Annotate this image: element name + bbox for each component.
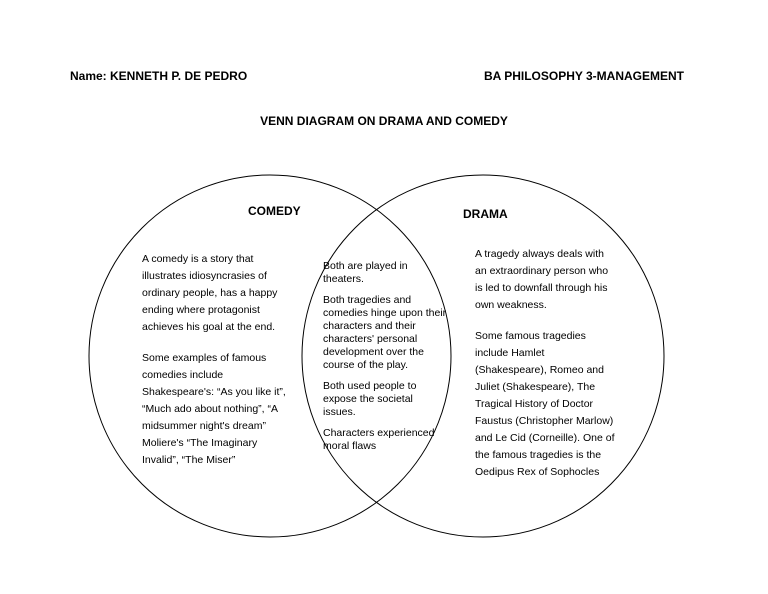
diagram-title: VENN DIAGRAM ON DRAMA AND COMEDY <box>260 114 508 128</box>
intersection-item: Both used people to expose the societal issues. <box>323 380 417 418</box>
comedy-label: COMEDY <box>248 204 301 218</box>
drama-column <box>475 246 615 481</box>
course-label: BA PHILOSOPHY 3-MANAGEMENT <box>483 69 684 83</box>
drama-definition: A tragedy always deals with an extraordinary person who is led to downfall through his own weakness. <box>475 248 609 311</box>
drama-label: DRAMA <box>463 207 508 221</box>
intersection-column <box>323 260 447 453</box>
student-name: Name: KENNETH P. DE PEDRO <box>70 69 248 83</box>
comedy-examples: Some examples of famous comedies include Shakespeare's: “As you like it”, “Much ado about nothing”, “A midsummer night's dream” Moliere's “The Imaginary Invalid”, “The Miser” <box>142 352 286 466</box>
intersection-item: Characters experienced moral flaws <box>323 427 435 452</box>
intersection-item: Both are played in theaters. <box>323 260 408 285</box>
intersection-item: Both tragedies and comedies hinge upon their characters and their characters' personal development over the course of the play. <box>323 294 447 371</box>
comedy-column <box>142 251 294 469</box>
comedy-definition: A comedy is a story that illustrates idiosyncrasies of ordinary people, has a happy ending where protagonist achieves his goal at the end. <box>142 253 278 333</box>
drama-examples: Some famous tragedies include Hamlet (Shakespeare), Romeo and Juliet (Shakespeare), The Tragical History of Doctor Faustus (Christopher Marlow) and Le Cid (Corneille). One of the famous tragedies is the Oedipus Rex of Sophocles <box>475 330 615 478</box>
